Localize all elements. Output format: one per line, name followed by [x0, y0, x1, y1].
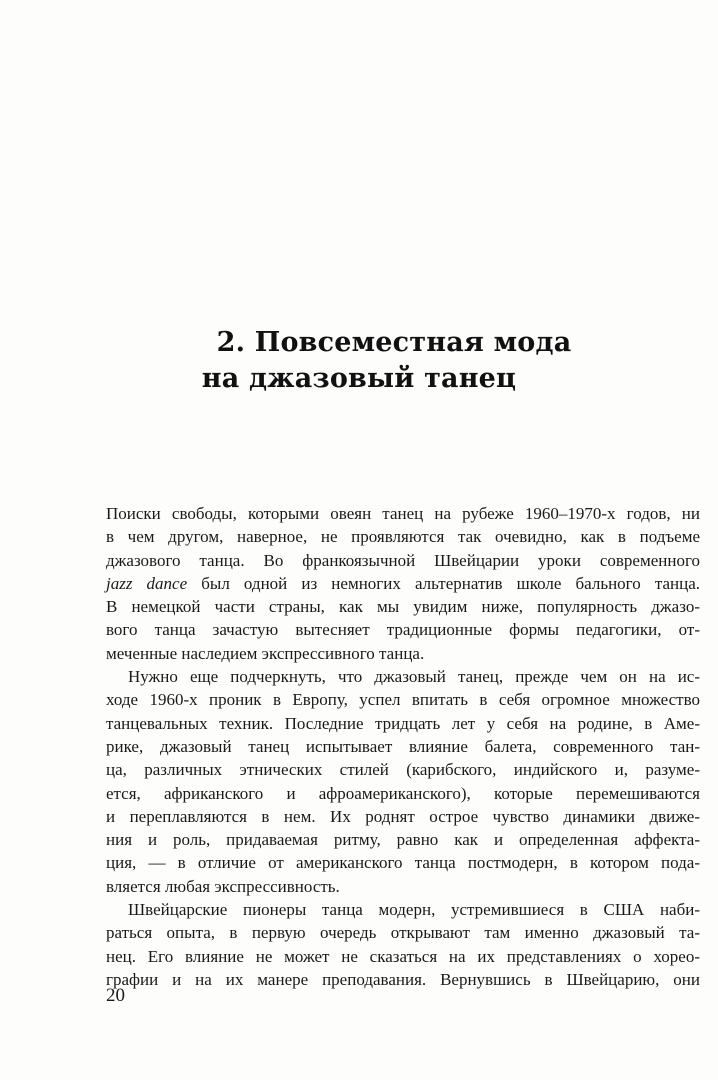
page-number: 20 — [106, 985, 125, 1006]
text-line: Нужно еще подчеркнуть, что джазовый танец, прежде чем он на ис- — [128, 667, 700, 687]
text-line: в чем другом, наверное, не проявляются так очевидно, как в подъеме — [106, 527, 700, 547]
body-text — [106, 502, 700, 991]
text-line: В немецкой части страны, как мы увидим ниже, популярность джазо- — [106, 597, 700, 617]
text-line: Швейцарские пионеры танца модерн, устремившиеся в США наби- — [128, 900, 700, 920]
text-line: ходе 1960-х проник в Европу, успел впитать в себя огромное множество — [106, 690, 700, 710]
text-line: вого танца зачастую вытесняет традиционные формы педагогики, от- — [106, 620, 700, 640]
chapter-title-line-1: 2. Повсеместная мода — [216, 327, 572, 358]
text-line: ция, — в отличие от американского танца постмодерн, в котором пода- — [106, 853, 700, 873]
text-line: нец. Его влияние не может не сказаться на их представлениях о хорео- — [106, 946, 700, 966]
text-line-rest: был одной из немногих альтернатив школе бального танца. — [201, 573, 701, 593]
text-line: меченные наследием экспрессивного танца. — [106, 643, 425, 663]
text-line: раться опыта, в первую очередь открывают там именно джазовый та- — [106, 923, 700, 943]
text-line: и переплавляются в нем. Их роднят острое чувство динамики движе- — [106, 806, 700, 826]
text-line: графии и на их манере преподавания. Вернувшись в Швейцарию, они — [106, 969, 700, 989]
text-line: Поиски свободы, которыми овеян танец на рубеже 1960–1970-х годов, ни — [106, 504, 700, 523]
text-line: ния и роль, придаваемая ритму, равно как и определенная аффекта- — [106, 830, 700, 850]
chapter-title-line-2: на джазовый танец — [201, 363, 517, 394]
text-line: танцевальных техник. Последние тридцать лет у себя на родине, в Аме- — [106, 713, 700, 733]
chapter-title — [0, 325, 718, 397]
text-line: ется, африканского и афроамериканского), которые перемешиваются — [106, 783, 700, 803]
text-line: вляется любая экспрессивность. — [106, 876, 340, 896]
italic-term: jazz dance — [106, 573, 188, 593]
text-line: ца, различных этнических стилей (карибского, индийского и, разуме- — [106, 760, 700, 780]
text-line: рике, джазовый танец испытывает влияние балета, современного тан- — [106, 736, 700, 756]
text-line-with-italic — [106, 572, 700, 595]
text-line: джазового танца. Во франкоязычной Швейцарии уроки современного — [106, 550, 700, 570]
